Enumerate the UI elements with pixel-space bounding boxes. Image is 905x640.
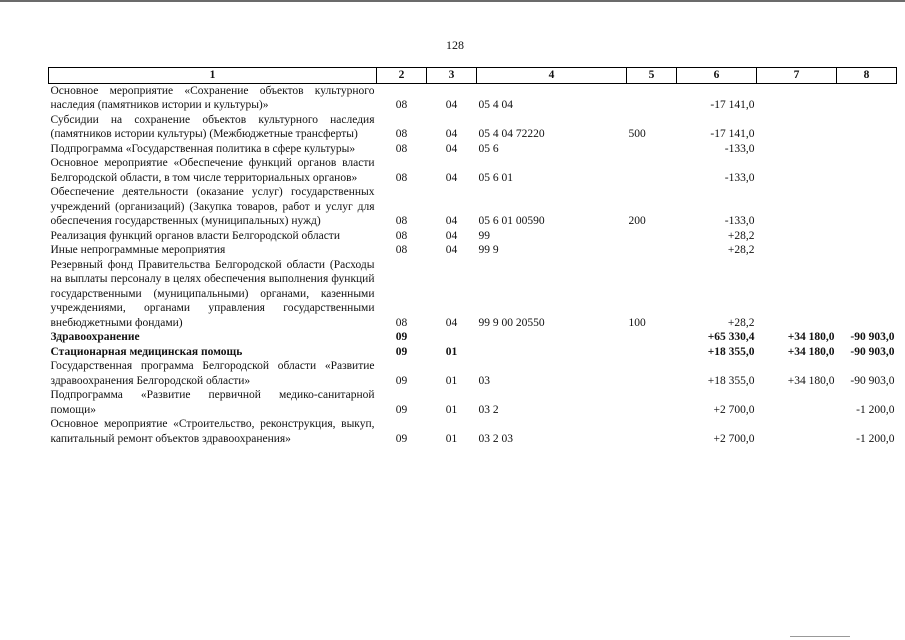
column-header-8: 8 [837, 68, 897, 84]
row-name-cell: Иные непрограммные мероприятия [50, 244, 226, 256]
amount-cell-3: -90 903,0 [850, 374, 895, 387]
expense-type-cell [627, 359, 677, 388]
amount-cell: -17 141,0 [710, 99, 755, 111]
table-row [49, 113, 897, 142]
section-code-cell: 08 [395, 244, 408, 256]
expense-type-cell: 100 [628, 316, 646, 329]
amount-cell-2: +34 180,0 [787, 345, 835, 358]
amount-cell-2 [757, 185, 837, 229]
table-row [49, 83, 897, 113]
expense-type-cell [627, 142, 677, 157]
subsection-code-cell: 04 [445, 229, 458, 242]
budget-table [48, 67, 897, 446]
table-row [49, 142, 897, 157]
column-header-1: 1 [49, 68, 377, 84]
column-header-4: 4 [477, 68, 627, 84]
amount-cell-3 [837, 258, 897, 331]
expense-type-cell [627, 388, 677, 417]
amount-cell: +28,2 [727, 229, 755, 242]
target-article-cell: 05 6 01 00590 [478, 215, 545, 227]
row-name-cell: Стационарная медицинская помощь [50, 345, 243, 358]
subsection-code-cell: 04 [445, 99, 458, 111]
table-row [49, 185, 897, 229]
expense-type-cell [627, 330, 677, 345]
amount-cell: -133,0 [724, 171, 755, 184]
table-row [49, 359, 897, 388]
section-code-cell: 09 [395, 374, 408, 387]
amount-cell-3 [837, 243, 897, 258]
expense-type-cell [627, 156, 677, 185]
amount-cell: +65 330,4 [707, 331, 755, 343]
section-code-cell: 09 [395, 331, 408, 343]
amount-cell: +18 355,0 [707, 345, 755, 358]
table-row [49, 330, 897, 345]
expense-type-cell [627, 229, 677, 244]
amount-cell-3 [837, 156, 897, 185]
table-row [49, 258, 897, 331]
amount-cell-2 [757, 156, 837, 185]
table-row [49, 417, 897, 446]
page-number: 128 [446, 38, 464, 52]
target-article-cell [477, 345, 627, 360]
amount-cell-2 [757, 243, 837, 258]
table-row [49, 229, 897, 244]
section-code-cell: 08 [395, 171, 408, 184]
target-article-cell: 05 6 [478, 142, 499, 155]
subsection-code-cell: 04 [445, 171, 458, 184]
row-name-cell: Реализация функций органов власти Белгородской области [50, 229, 340, 242]
amount-cell: +28,2 [727, 316, 755, 329]
expense-type-cell [627, 243, 677, 258]
amount-cell: +2 700,0 [713, 432, 755, 445]
target-article-cell: 99 [478, 229, 490, 242]
amount-cell: +28,2 [727, 244, 755, 256]
scan-top-border [0, 0, 905, 2]
row-name-cell: Подпрограмма «Государственная политика в сфере культуры» [50, 142, 356, 155]
column-header-2: 2 [377, 68, 427, 84]
table-body [49, 83, 897, 446]
subsection-code-cell: 01 [445, 374, 458, 387]
section-code-cell: 08 [395, 99, 408, 111]
section-code-cell: 08 [395, 229, 408, 242]
amount-cell-2 [757, 388, 837, 417]
table-row [49, 345, 897, 360]
expense-type-cell: 500 [628, 128, 646, 140]
amount-cell: -133,0 [724, 142, 755, 155]
target-article-cell: 05 4 04 [478, 99, 513, 111]
amount-cell: -17 141,0 [710, 128, 755, 140]
amount-cell: +18 355,0 [707, 374, 755, 387]
expense-type-cell [627, 83, 677, 113]
subsection-code-cell: 01 [445, 403, 458, 416]
target-article-cell: 99 9 00 20550 [478, 316, 545, 329]
row-name-cell: Субсидии на сохранение объектов культурного наследия (памятников истории культуры) (Межбюджетные трансферты) [50, 113, 375, 140]
target-article-cell: 05 4 04 72220 [478, 128, 545, 140]
table-row [49, 388, 897, 417]
row-name-cell: Обеспечение деятельности (оказание услуг) государственных учреждений (организаций) (Закупка товаров, работ и услуг для обеспечения государственных (муниципальных) нужд) [50, 186, 375, 227]
amount-cell-3: -1 200,0 [856, 403, 895, 416]
section-code-cell: 08 [395, 215, 408, 227]
section-code-cell: 09 [395, 432, 408, 445]
amount-cell-3: -90 903,0 [850, 331, 895, 343]
amount-cell-2 [757, 83, 837, 113]
subsection-code-cell: 01 [445, 432, 458, 445]
section-code-cell: 09 [395, 403, 408, 416]
section-code-cell: 08 [395, 142, 408, 155]
row-name-cell: Резервный фонд Правительства Белгородской области (Расходы на выплаты персоналу в целях обеспечения выполнения функций государственными (муниципальными) органами, казенными учреждениями, органами управления государственными внебюджетными фондами) [50, 258, 375, 329]
amount-cell: +2 700,0 [713, 403, 755, 416]
amount-cell-2 [757, 258, 837, 331]
column-header-6: 6 [677, 68, 757, 84]
target-article-cell: 03 2 03 [478, 432, 513, 445]
section-code-cell: 08 [395, 316, 408, 329]
amount-cell-2 [757, 142, 837, 157]
target-article-cell: 05 6 01 [478, 171, 513, 184]
target-article-cell [477, 330, 627, 345]
amount-cell-3 [837, 142, 897, 157]
table-row [49, 243, 897, 258]
row-name-cell: Основное мероприятие «Сохранение объектов культурного наследия (памятников истории и культуры)» [50, 84, 375, 111]
expense-type-cell [627, 345, 677, 360]
amount-cell-3 [837, 185, 897, 229]
amount-cell-3 [837, 229, 897, 244]
section-code-cell: 09 [395, 345, 408, 358]
target-article-cell: 03 2 [478, 403, 499, 416]
column-header-3: 3 [427, 68, 477, 84]
row-name-cell: Основное мероприятие «Обеспечение функций органов власти Белгородской области, в том числе территориальных органов» [50, 157, 375, 184]
target-article-cell: 99 9 [478, 244, 499, 256]
amount-cell-2: +34 180,0 [787, 374, 835, 387]
scan-artifact-line [790, 636, 850, 637]
amount-cell-2 [757, 113, 837, 142]
subsection-code-cell: 04 [445, 215, 458, 227]
subsection-code-cell [427, 330, 477, 345]
section-code-cell: 08 [395, 128, 408, 140]
row-name-cell: Основное мероприятие «Строительство, реконструкция, выкуп, капитальный ремонт объектов здравоохранения» [50, 418, 375, 445]
subsection-code-cell: 01 [445, 345, 458, 358]
subsection-code-cell: 04 [445, 316, 458, 329]
column-header-5: 5 [627, 68, 677, 84]
row-name-cell: Государственная программа Белгородской области «Развитие здравоохранения Белгородской области» [50, 360, 375, 387]
row-name-cell: Здравоохранение [50, 331, 140, 343]
subsection-code-cell: 04 [445, 142, 458, 155]
amount-cell-2 [757, 229, 837, 244]
expense-type-cell: 200 [628, 215, 646, 227]
table-header-row [49, 68, 897, 84]
target-article-cell: 03 [478, 374, 490, 387]
amount-cell-2: +34 180,0 [787, 331, 835, 343]
expense-type-cell [627, 417, 677, 446]
amount-cell-3: -90 903,0 [850, 345, 895, 358]
subsection-code-cell: 04 [445, 128, 458, 140]
subsection-code-cell: 04 [445, 244, 458, 256]
column-header-7: 7 [757, 68, 837, 84]
amount-cell: -133,0 [724, 215, 755, 227]
amount-cell-2 [757, 417, 837, 446]
amount-cell-3: -1 200,0 [856, 432, 895, 445]
amount-cell-3 [837, 83, 897, 113]
row-name-cell: Подпрограмма «Развитие первичной медико-санитарной помощи» [50, 389, 375, 416]
table-row [49, 156, 897, 185]
amount-cell-3 [837, 113, 897, 142]
